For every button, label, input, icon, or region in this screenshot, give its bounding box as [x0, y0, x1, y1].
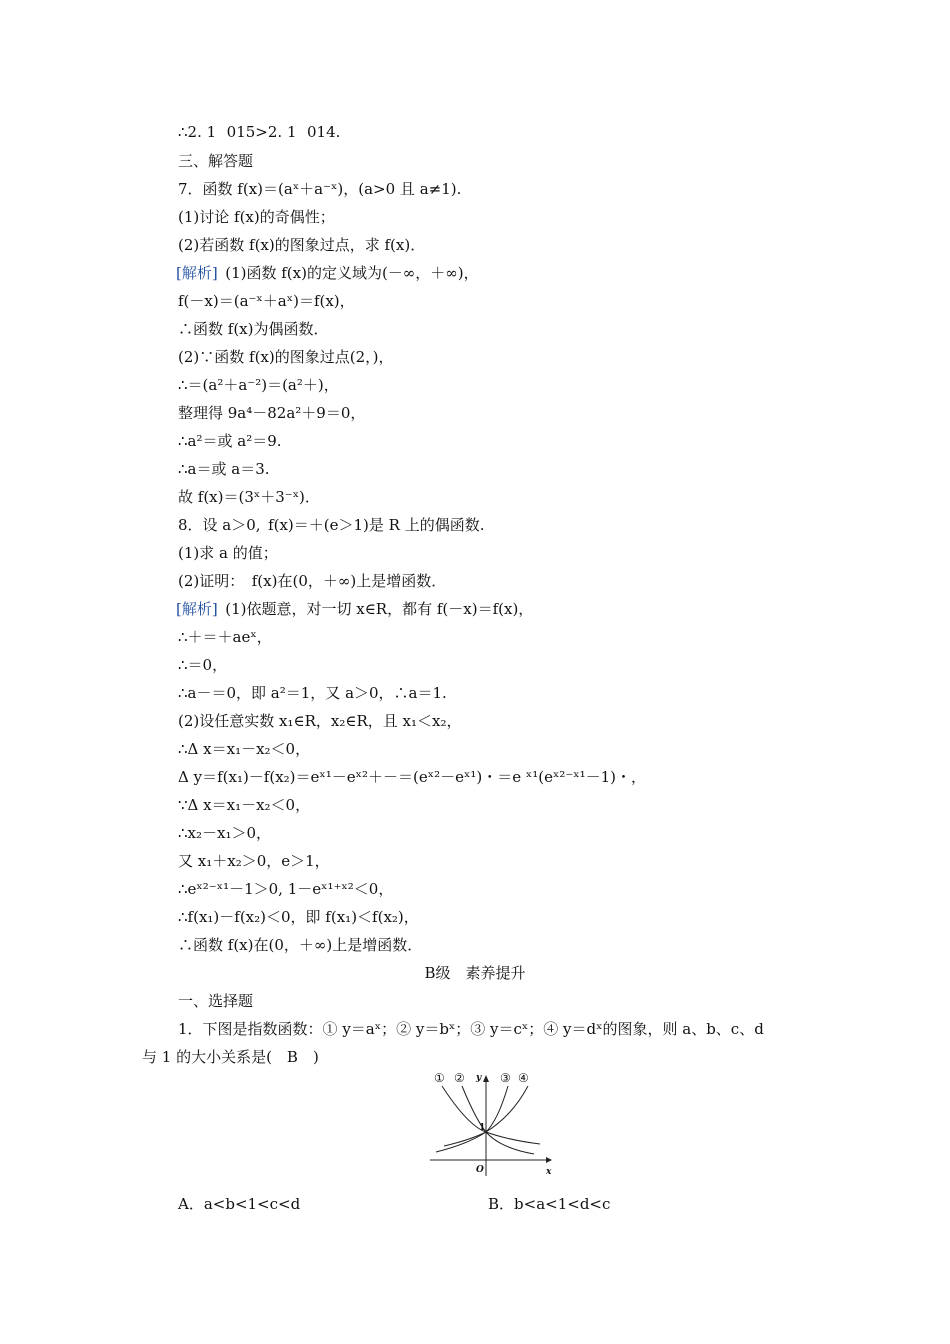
text-line: [178, 907, 419, 927]
text-line-content: Δ y＝f(x₁)－f(x₂)＝eˣ¹－eˣ²＋－＝(eˣ²－eˣ¹)・＝e ˣ¹(eˣ²⁻ˣ¹－1)・，: [178, 768, 647, 786]
text-line-content: ∴＋＝＋aeˣ，: [178, 628, 272, 646]
text-line: [178, 207, 335, 227]
label-1: ①: [434, 1071, 445, 1085]
curve-1: [442, 1086, 540, 1144]
answer-option: A．a<b<1<c<d: [178, 1195, 301, 1213]
text-line: [178, 767, 646, 787]
text-line-content: 故 f(x)＝(3ˣ＋3⁻ˣ)．: [178, 488, 320, 506]
text-line-content: ∴2. 1 015>2. 1 014.: [178, 123, 341, 141]
text-line-content: ∴函数 f(x)在(0，＋∞)上是增函数．: [178, 936, 423, 954]
label-origin: O: [476, 1165, 484, 1175]
text-line-content: 8．设 a＞0, f(x)＝＋(e＞1)是 R 上的偶函数.: [178, 516, 485, 534]
text-line-content: ∵Δ x＝x₁－x₂＜0，: [178, 796, 311, 814]
text-line-content: 三、解答题: [178, 152, 254, 170]
analysis-tag: [解析]: [176, 600, 218, 618]
text-line: [178, 683, 447, 703]
text-line-content: (2)若函数 f(x)的图象过点，求 f(x)．: [178, 236, 426, 254]
text-line-content: (2)∵函数 f(x)的图象过点(2，)，: [178, 348, 394, 366]
text-line: [178, 655, 227, 675]
text-line: [178, 823, 271, 843]
text-line: [178, 879, 393, 899]
text-line-content: ∴eˣ²⁻ˣ¹－1＞0, 1－eˣ¹⁺ˣ²＜0，: [178, 880, 394, 898]
text-line: [178, 515, 485, 535]
text-line: [178, 151, 253, 171]
analysis-tag: [解析]: [176, 264, 218, 282]
text-line-content: ∴x₂－x₁＞0，: [178, 824, 272, 842]
text-line: [178, 291, 355, 311]
text-line: [178, 319, 328, 339]
text-line-content: (1)函数 f(x)的定义域为(－∞，＋∞)，: [217, 264, 479, 282]
x-axis-arrow: [546, 1157, 552, 1163]
text-line: [178, 459, 270, 479]
text-line: [178, 375, 339, 395]
label-3: ③: [500, 1071, 511, 1085]
text-line: [178, 487, 320, 507]
text-line-content: ∴f(x₁)－f(x₂)＜0，即 f(x₁)＜f(x₂)，: [178, 908, 419, 926]
label-x: x: [546, 1167, 552, 1177]
text-line-content: ∴＝(a²＋a⁻²)＝(a²＋)，: [178, 376, 339, 394]
text-line: [178, 347, 393, 367]
exponential-graph-figure: [428, 1068, 556, 1178]
question-line: 与 1 的大小关系是( B ): [142, 1048, 319, 1066]
text-line-content: ∴a²＝或 a²＝9.: [178, 432, 282, 450]
text-line-content: (2)证明： f(x)在(0，＋∞)上是增函数．: [178, 572, 447, 590]
text-line: [178, 851, 330, 871]
text-line-content: 又 x₁＋x₂＞0，e＞1，: [178, 852, 330, 870]
text-line-content: (1)依题意，对一切 x∈R，都有 f(－x)＝f(x)，: [217, 600, 534, 618]
text-line-content: 整理得 9a⁴－82a²＋9＝0，: [178, 404, 366, 422]
answer-option: B．b<a<1<d<c: [488, 1195, 611, 1213]
text-line: [178, 711, 461, 731]
text-line-content: f(－x)＝(a⁻ˣ＋aˣ)＝f(x)，: [178, 292, 355, 310]
label-one: 1: [479, 1123, 486, 1133]
section-title: B级 素养提升: [424, 964, 526, 982]
label-4: ④: [518, 1071, 529, 1085]
text-line: [178, 179, 461, 199]
text-line: [178, 235, 425, 255]
text-line: [178, 431, 282, 451]
text-line-content: 7．函数 f(x)＝(aˣ＋a⁻ˣ)，(a>0 且 a≠1).: [178, 180, 462, 198]
text-line-content: ∴＝0，: [178, 656, 228, 674]
text-line-content: (1)求 a 的值；: [178, 544, 278, 562]
label-y: y: [476, 1073, 482, 1083]
text-line: [178, 543, 278, 563]
text-line: [178, 935, 422, 955]
text-line-content: (2)设任意实数 x₁∈R，x₂∈R，且 x₁＜x₂，: [178, 712, 462, 730]
question-line: 1．下图是指数函数：① y＝aˣ；② y＝bˣ；③ y＝cˣ；④ y＝dˣ的图象，则 a、b、c、d: [178, 1020, 764, 1038]
text-line-content: ∴函数 f(x)为偶函数．: [178, 320, 329, 338]
text-line: [176, 263, 479, 283]
text-line: [178, 403, 365, 423]
text-line-content: ∴Δ x＝x₁－x₂＜0，: [178, 740, 311, 758]
label-2: ②: [454, 1071, 465, 1085]
y-axis-arrow: [483, 1075, 489, 1082]
text-line: [178, 122, 340, 142]
text-line: [178, 795, 310, 815]
curve-3: [436, 1086, 508, 1152]
text-line-content: ∴a＝或 a＝3.: [178, 460, 270, 478]
curve-2: [462, 1086, 534, 1154]
text-line-content: (1)讨论 f(x)的奇偶性；: [178, 208, 335, 226]
text-line: [178, 627, 272, 647]
text-line: [178, 739, 310, 759]
text-line: [178, 571, 446, 591]
text-line: [176, 599, 533, 619]
question-line: 一、选择题: [178, 992, 254, 1010]
text-line-content: ∴a－＝0，即 a²＝1，又 a＞0，∴a＝1.: [178, 684, 447, 702]
